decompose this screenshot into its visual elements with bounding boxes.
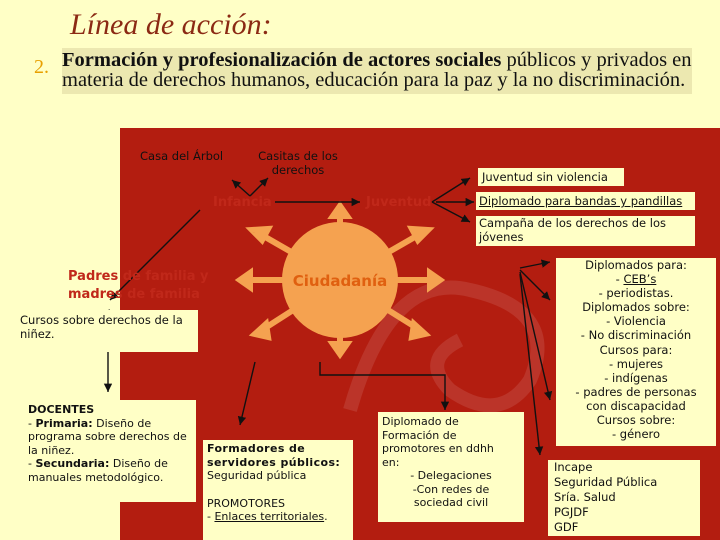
node-cursos-ninez: Cursos sobre derechos de la niñez. (16, 310, 198, 352)
diplomados-para-l10: - padres de personas (575, 384, 697, 399)
node-ciudadania: Ciudadanía (292, 272, 388, 290)
heading-bold: Formación y profesionalización de actores sociales (62, 49, 502, 71)
diplomados-para-l4: Diplomados sobre: (582, 300, 690, 315)
formadores-sub: Seguridad pública (207, 469, 307, 482)
diplomado-formacion-l4: en: (382, 455, 400, 469)
diplomado-formacion-l6: -Con redes de (412, 482, 490, 496)
secundaria-label: Secundaria: (35, 457, 110, 470)
bullet-number: 2. (34, 56, 49, 78)
faint-infancia: Infancia (213, 195, 272, 210)
diplomado-bandas-text: Diplomado para bandas y pandillas (479, 194, 683, 208)
diplomados-para-l11: con discapacidad (586, 398, 686, 413)
promotores-item: - Enlaces territoriales. (207, 510, 328, 523)
diplomado-formacion-l1: Diplomado de (382, 415, 459, 428)
institucion-item: Seguridad Pública (554, 475, 658, 489)
diplomados-para-l7: Cursos para: (599, 342, 673, 357)
diplomado-formacion-l3: promotores en ddhh (382, 442, 494, 455)
diplomados-para-l3: - periodistas. (598, 286, 674, 301)
node-diplomado-bandas (476, 192, 695, 210)
diplomados-para-l13: - género (611, 427, 661, 442)
institucion-item: PGJDF (554, 505, 589, 519)
heading-rest: públicos y privados en materia de derechos humanos, educación para la paz y la no discriminación. (62, 49, 692, 91)
node-casitas: Casitas de los derechos (258, 149, 338, 177)
node-diplomados-para (556, 258, 716, 446)
diplomados-para-l5: - Violencia (606, 314, 666, 329)
node-diplomado-formacion (378, 412, 524, 522)
faint-padres: Padres de familia y madres de familia (68, 269, 209, 302)
secundaria-text: Diseño de manuales metodológico. (28, 457, 168, 484)
diplomados-para-l9: - indígenas (604, 370, 668, 385)
node-formadores (203, 440, 353, 540)
institucion-item: Incape (554, 460, 593, 474)
node-juventud-sin-violencia: Juventud sin violencia (478, 168, 624, 186)
cebs-text: CEB’s (623, 272, 657, 287)
diplomados-para-l8: - mujeres (608, 356, 664, 371)
primaria-label: Primaria: (35, 416, 93, 430)
diplomado-formacion-l2: Formación de (382, 428, 457, 442)
node-casa-arbol: Casa del Árbol (140, 149, 224, 163)
page-title: Línea de acción: (70, 8, 272, 41)
node-campana: Campaña de los derechos de los jóvenes (476, 216, 695, 246)
institucion-item: Sría. Salud (554, 490, 616, 504)
diplomados-para-l6: - No discriminación (580, 328, 692, 343)
diplomados-para-l2: - CEB’s (615, 272, 657, 287)
diplomado-formacion-l5: - Delegaciones (410, 469, 492, 482)
institucion-item: GDF (554, 520, 579, 534)
node-instituciones (548, 460, 700, 536)
faint-juventud: Juventud (366, 195, 432, 210)
docentes-primaria: - Primaria: Diseño de programa sobre derechos de la niñez. (28, 416, 187, 457)
diplomados-para-l1: Diplomados para: (585, 258, 687, 272)
enlaces-text: Enlaces territoriales (214, 510, 325, 523)
diplomado-formacion-l7: sociedad civil (413, 496, 489, 509)
node-docentes (24, 400, 196, 502)
primaria-text: Diseño de programa sobre derechos de la niñez. (28, 416, 187, 457)
diplomados-para-l12: Cursos sobre: (596, 413, 676, 428)
formadores-title: Formadores de servidores públicos: (207, 442, 341, 469)
docentes-secundaria: - Secundaria: Diseño de manuales metodológico. (28, 457, 168, 484)
docentes-title: DOCENTES (28, 403, 95, 416)
promotores-title: PROMOTORES (207, 496, 286, 510)
